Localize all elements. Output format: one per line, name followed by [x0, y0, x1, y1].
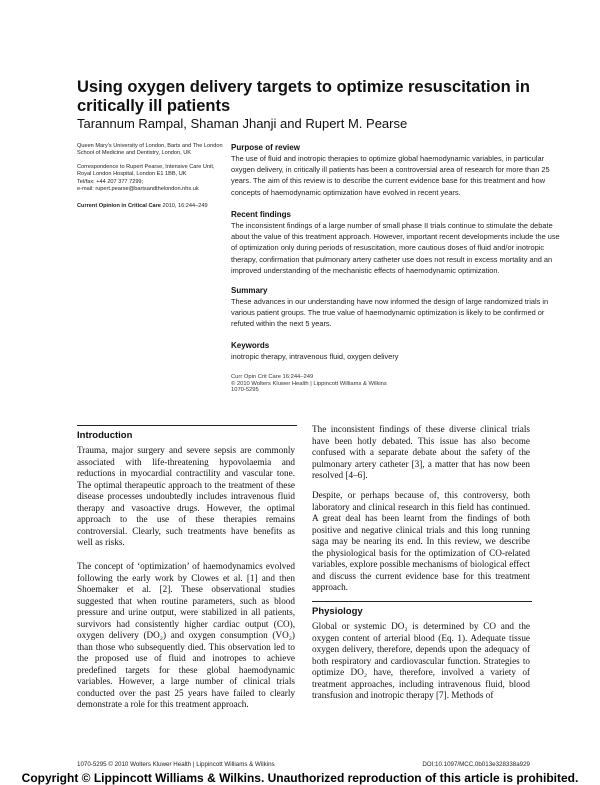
intro-paragraph-1: Trauma, major surgery and severe sepsis are commonly associated with life-threatening hypovolaemia and reductions in myocardial contractility and vascular tone. The optimal therapeutic approach to the treatment of these disease processes undoubtedly includes intravenous fluid therapy and vasoactive drugs. However, the optimal approach to the use of these therapies remains controversial. Clearly, such treatments have benefits as well as risks. — [77, 445, 295, 547]
author-affiliation: Queen Mary's University of London, Barts and The London School of Medicine and Dentistry, London, UK — [77, 143, 223, 157]
journal-volume: 2010, 16:244–249 — [160, 203, 208, 209]
abstract-purpose — [231, 143, 561, 198]
right-paragraph-2: Despite, or perhaps because of, this controversy, both laboratory and clinical research in this field has continued. A great deal has been learnt from the findings of both positive and negative clinical trials and this long running saga may be nearing its end. In this review, we describe the physiological basis for the optimization of CO-related variables, explore possible mechanisms of biological effect and discuss the current evidence base for this treatment approach. — [312, 490, 530, 592]
correspondence-address: Correspondence to Rupert Pearse, Intensive Care Unit, Royal London Hospital, London E1 1BB, UK — [77, 164, 215, 178]
journal-reference — [77, 203, 225, 210]
abstract-findings — [231, 210, 561, 276]
abstract-keywords — [231, 341, 561, 362]
article-authors: Tarannum Rampal, Shaman Jhanji and Rupert M. Pearse — [77, 116, 408, 131]
footer-doi: DOI:10.1097/MCC.0b013e328338a929 — [422, 761, 530, 768]
citation-line-3: 1070-5295 — [231, 387, 259, 394]
journal-name: Current Opinion in Critical Care — [77, 203, 161, 209]
correspondence-block — [77, 164, 225, 194]
keywords-text: inotropic therapy, intravenous fluid, oxygen delivery — [231, 352, 399, 361]
footer-left: 1070-5295 © 2010 Wolters Kluwer Health | Lippincott Williams & Wilkins — [77, 761, 275, 768]
copyright-notice: Copyright © Lippincott Williams & Wilkins. Unauthorized reproduction of this article is prohibited. — [21, 771, 579, 785]
physiology-text: Global or systemic DO₂ is determined by CO and the oxygen content of arterial blood (Eq. 1). Adequate tissue oxygen delivery, therefore, depends upon the adequacy of both respiratory and cardiovascular function. Strategies to optimize DO₂ have, therefore, involved a variety of treatment approaches, including intravenous fluid, blood transfusion and inotropic therapy [7]. Methods of — [312, 621, 530, 700]
purpose-heading: Purpose of review — [231, 143, 300, 152]
findings-text: The inconsistent findings of a large number of small phase II trials continue to stimulate the debate about the value of this treatment approach. However, important recent developments include the use of optimization only during periods of resuscitation, more cautious doses of fluid and/or inotropic therapy, confirmation that pulmonary artery catheter use does not result in excess mortality and an improved understanding of the mechanistic effects of haemodynamic optimization. — [231, 221, 560, 275]
article-title: Using oxygen delivery targets to optimize resuscitation in critically ill patients — [77, 78, 530, 115]
physiology-heading: Physiology — [312, 606, 363, 617]
citation-line-2: © 2010 Wolters Kluwer Health | Lippincott Williams & Wilkins — [231, 380, 387, 387]
citation-block — [231, 374, 387, 394]
intro-paragraph-2: The concept of ‘optimization’ of haemodynamics evolved following the early work by Clowes et al. [1] and then Shoemaker et al. [2]. These observational studies suggested that when routine parameters, such as blood pressure and urine output, were stabilized in all patients, survivors had consistently higher cardiac output (CO), oxygen delivery (DO₂) and oxygen consumption (VO₂) than those who subsequently died. This observation led to the proposed use of fluid and inotropes to achieve predefined targets for these global haemodynamic variables. However, a large number of clinical trials conducted over the past 25 years have failed to clearly demonstrate a role for this treatment approach. — [77, 561, 295, 709]
abstract-summary — [231, 286, 561, 330]
physiology-rule — [312, 601, 532, 602]
keywords-heading: Keywords — [231, 341, 270, 350]
intro-rule — [77, 425, 297, 426]
intro-heading: Introduction — [77, 430, 133, 441]
correspondence-email[interactable]: e-mail: rupert.pearse@bartsandthelondon.nhs.uk — [77, 186, 199, 193]
right-paragraph-1: The inconsistent findings of these diverse clinical trials have been hotly debated. This issue has also become confused with a separate debate about the safety of the pulmonary artery catheter [3], a matter that has now been resolved [4–6]. — [312, 424, 530, 480]
correspondence-tel: Tel/fax: +44 207 377 7299; — [77, 178, 144, 185]
purpose-text: The use of fluid and inotropic therapies to optimize global haemodynamic variables, in particular oxygen delivery, in critically ill patients has been a controversial area of research for more than 25 years. The aim of this review is to describe the current evidence base for this treatment and how concepts of haemodynamic optimization have evolved in recent years. — [231, 154, 550, 197]
summary-text: These advances in our understanding have now informed the design of large randomized trials in various patient groups. The true value of haemodynamic optimization is likely to be confirmed or refuted within the next 5 years. — [231, 297, 549, 329]
summary-heading: Summary — [231, 286, 268, 295]
citation-line-1: Curr Opin Crit Care 16:244–249 — [231, 374, 314, 380]
findings-heading: Recent findings — [231, 210, 292, 219]
